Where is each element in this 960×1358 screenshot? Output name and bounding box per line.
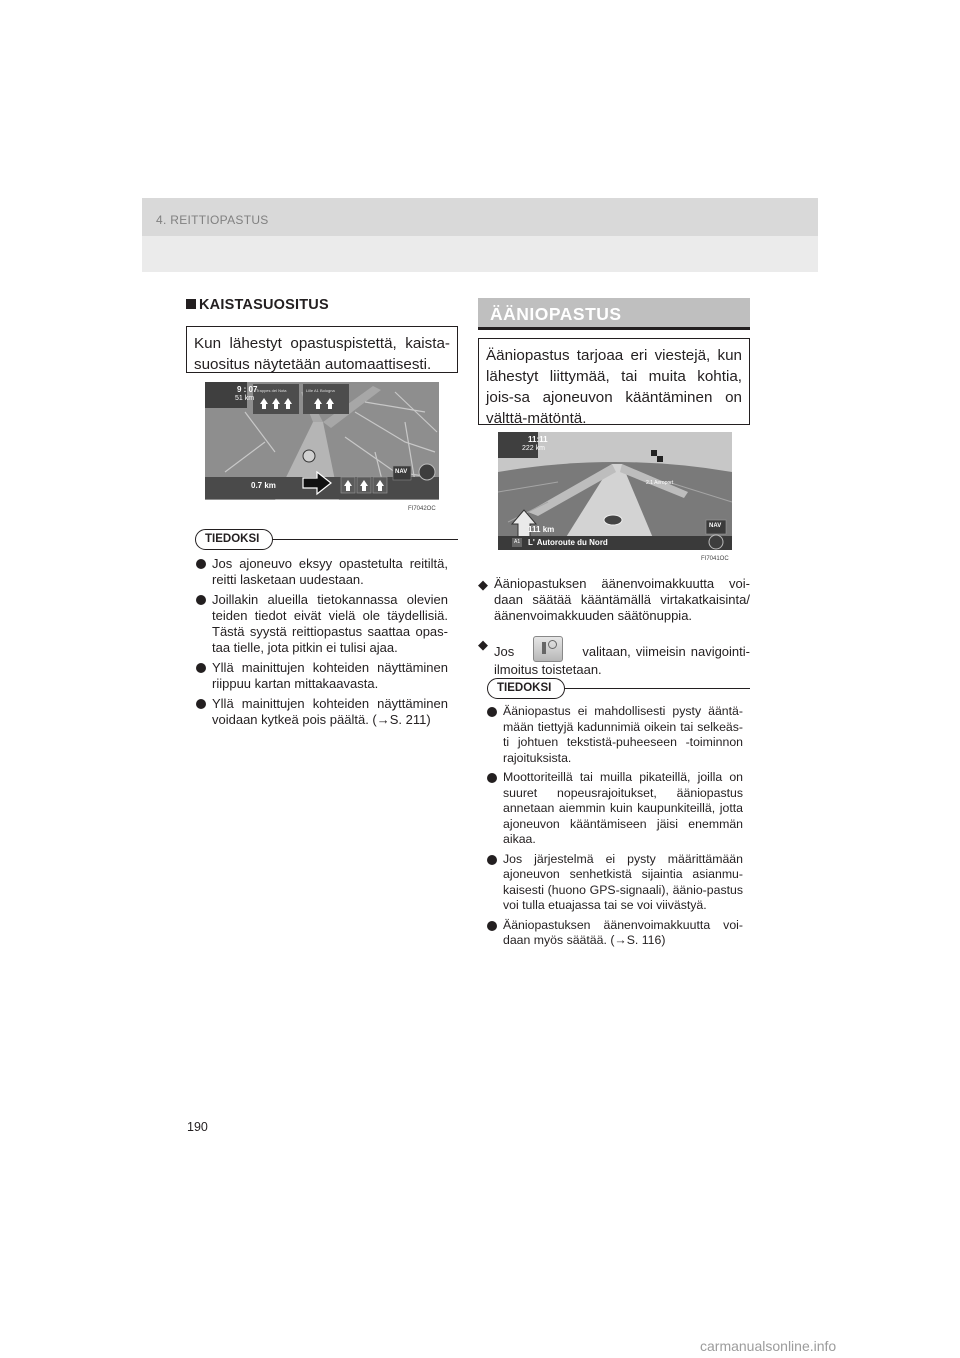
lane-guidance-screenshot	[205, 382, 439, 516]
list-item-text: Ääniopastuksen äänenvoimakkuutta voi-daan säätää kääntämällä virtakatkaisinta/ äänenvoimakkuuden säätönuppia.	[494, 576, 750, 623]
list-item-text: Yllä mainittujen kohteiden näyttäminen riippuu kartan mittakaavasta.	[212, 660, 448, 691]
intro-box-left	[186, 326, 458, 373]
screenshot-caption: FI7041OC	[701, 556, 729, 562]
list-item-text: Yllä mainittujen kohteiden näyttäminen voidaan kytkeä pois päältä. (→S. 211)	[212, 696, 448, 727]
screenshot-distance-bottom: 0.7 km	[251, 481, 276, 490]
bullet-dot-icon	[487, 773, 497, 783]
screenshot-sign-1: Trappes del Nota	[256, 388, 287, 393]
bullet-dot-icon	[196, 595, 206, 605]
list-item	[196, 592, 448, 656]
list-item	[196, 660, 448, 692]
intro-box-left-text: Kun lähestyt opastuspistettä, kaista-suositus näytetään automaattisesti.	[194, 335, 450, 373]
screenshot-exit: A1	[514, 539, 521, 545]
note-list-right	[487, 704, 743, 953]
chapter-label: 4. REITTIOPASTUS	[156, 213, 269, 227]
section-title-kaistasuositus	[186, 297, 329, 313]
diamond-bullet-icon: ◆	[478, 637, 488, 652]
list-item	[487, 918, 743, 949]
screenshot-sign-2: Lille A1 Bologna	[306, 388, 335, 393]
screenshot-distance-top: 51 km	[235, 395, 255, 402]
screenshot-distance-bottom: 111 km	[528, 525, 555, 534]
screenshot-caption: FI7042OC	[408, 506, 436, 512]
note-list-left	[196, 556, 448, 732]
list-item-text-prefix: Jos	[494, 644, 515, 659]
list-item-text-suffix: valitaan, viimeisin navigointi-ilmoitus toistetaan.	[494, 644, 750, 677]
list-item-text: Jos ajoneuvo eksyy opastetulta reitiltä, reitti lasketaan uudestaan.	[212, 556, 448, 587]
bullet-dot-icon	[487, 855, 497, 865]
list-item-text: Jos järjestelmä ei pysty määrittämään ajoneuvon senhetkistä sijaintia asianmu-kaisesti (huono GPS-signaali), äänio-pastus voi tulla etuajassa tai se voi viivästyä.	[503, 851, 743, 912]
bullet-dot-icon	[196, 663, 206, 673]
note-tag-right-text: TIEDOKSI	[497, 682, 552, 694]
watermark: carmanualsonline.info	[700, 1338, 837, 1354]
screenshot-nav-button: NAV	[709, 523, 722, 529]
page-header	[142, 198, 818, 272]
square-bullet-icon	[186, 299, 196, 309]
note-tag-right	[487, 678, 565, 699]
note-divider-left	[272, 539, 458, 540]
section-title-text: KAISTASUOSITUS	[199, 297, 329, 313]
screenshot-street: L' Autoroute du Nord	[528, 538, 608, 547]
bullet-dot-icon	[487, 707, 497, 717]
list-item	[487, 704, 743, 766]
list-item	[196, 696, 448, 728]
list-item	[196, 556, 448, 588]
bullet-dot-icon	[487, 921, 497, 931]
list-item-text: Ääniopastuksen äänenvoimakkuutta voi-daan myös säätää. (→S. 116)	[503, 917, 743, 947]
intro-box-right	[478, 338, 750, 425]
lane-guidance-map	[205, 382, 439, 516]
intro-box-right-text: Ääniopastus tarjoaa eri viestejä, kun lähestyt liittymää, tai muita kohtia, jois-sa ajoneuvon kääntäminen on välttä-mätöntä.	[486, 347, 742, 427]
screenshot-distance-top: 222 km	[522, 445, 545, 452]
note-tag-left-text: TIEDOKSI	[205, 533, 260, 545]
page-number: 190	[187, 1120, 208, 1134]
info-list-right	[478, 576, 750, 682]
section-heading-text: ÄÄNIOPASTUS	[490, 304, 622, 324]
bullet-dot-icon	[196, 559, 206, 569]
list-item	[487, 770, 743, 848]
list-item	[487, 852, 743, 914]
note-tag-left	[195, 529, 273, 550]
bullet-dot-icon	[196, 699, 206, 709]
screenshot-time: 11:11	[528, 435, 548, 444]
diamond-bullet-icon: ◆	[478, 577, 488, 592]
header-top-strip	[142, 198, 818, 236]
screenshot-poi: 2.1 Aeroport	[646, 480, 674, 486]
list-item-text: Moottoriteillä tai muilla pikateillä, joilla on suuret nopeusrajoitukset, ääniopastus annetaan aiemmin kuin kaupunkiteillä, jotta ajoneuvon kääntämiseen jäisi enemmän aikaa.	[503, 770, 743, 846]
list-item-text: Ääniopastus ei mahdollisesti pysty ääntä-mään tiettyjä kadunnimiä oikein tai selkeäs-ti johtuen tekstistä-puheeseen -toiminnon rajoituksista.	[503, 704, 743, 765]
note-divider-right	[564, 688, 750, 689]
screenshot-time: 9 : 07	[237, 385, 258, 394]
list-item	[478, 576, 750, 624]
section-heading-aaniopastus	[478, 298, 750, 330]
voice-repeat-icon	[533, 636, 563, 662]
voice-guidance-screenshot	[498, 432, 732, 566]
list-item-text: Joillakin alueilla tietokannassa olevien teiden tiedot eivät vielä ole täydellisiä. Tästä syystä reittiopastus saattaa opas-taa tielle, jota pitkin ei tulisi ajaa.	[212, 592, 448, 655]
list-item	[478, 636, 750, 678]
screenshot-nav-button: NAV	[395, 469, 408, 475]
